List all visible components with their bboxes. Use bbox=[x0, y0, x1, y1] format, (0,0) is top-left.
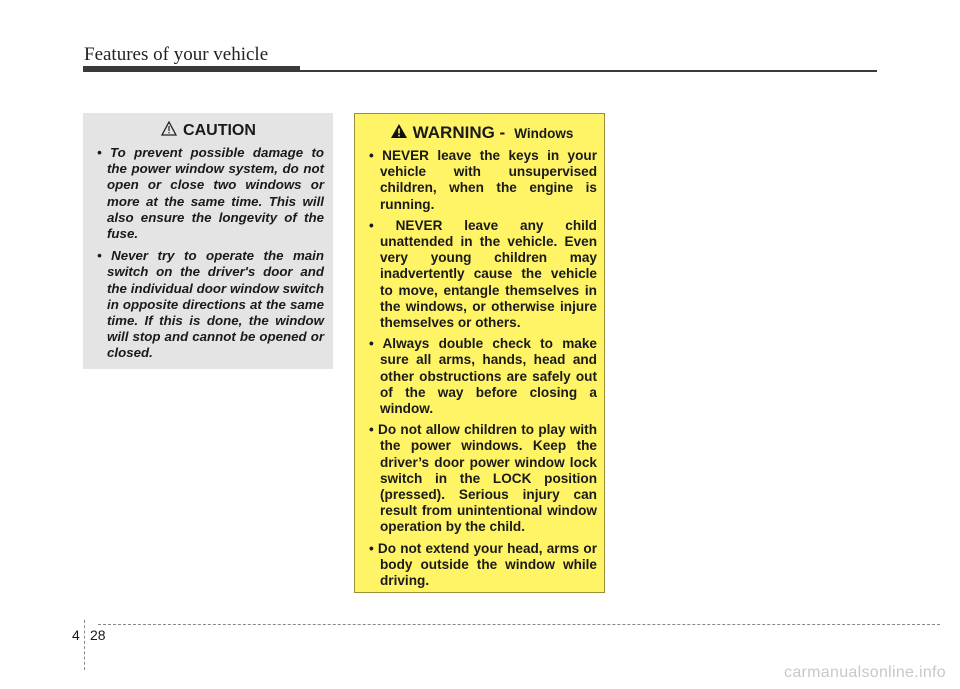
page-header-title: Features of your vehicle bbox=[84, 44, 269, 65]
warning-item: • NEVER leave any child unattended in the vehicle. Even very young children may inadvertently cause the vehicle to move, entangle themselves in the windows, or otherwise injure themselves or others. bbox=[369, 217, 597, 331]
warning-item: • Do not allow children to play with the power windows. Keep the driver’s door power window lock switch in the LOCK position (pressed). Serious injury can result from unintentional window operation by the child. bbox=[369, 422, 597, 535]
warning-item: • Do not extend your head, arms or body outside the window while driving. bbox=[369, 540, 597, 589]
warning-triangle-outline-icon bbox=[161, 121, 177, 141]
warning-subtitle: Windows bbox=[514, 125, 574, 141]
warning-item: • Always double check to make sure all arms, hands, head and other obstructions are safely out of the way before closing a window. bbox=[369, 336, 597, 417]
page-number: 28 bbox=[90, 627, 106, 643]
watermark: carmanualsonline.info bbox=[784, 664, 946, 681]
warning-triangle-filled-icon bbox=[390, 123, 408, 144]
chapter-number: 4 bbox=[72, 627, 80, 643]
caution-item: • To prevent possible damage to the power window system, do not open or close two windows or more at the same time. This will also ensure the longevity of the fuse. bbox=[97, 145, 324, 242]
caution-list bbox=[93, 145, 324, 362]
footer-divider bbox=[84, 620, 85, 670]
caution-box bbox=[83, 113, 333, 369]
caution-title: CAUTION bbox=[183, 122, 256, 139]
warning-heading bbox=[366, 122, 597, 144]
caution-heading bbox=[93, 121, 324, 141]
warning-list bbox=[366, 148, 597, 589]
warning-box bbox=[354, 113, 605, 593]
caution-item: • Never try to operate the main switch on the driver's door and the individual door window switch in opposite directions at the same time. If this is done, the window will stop and cannot be opened or closed. bbox=[97, 248, 324, 361]
header-rule-thick bbox=[83, 66, 300, 72]
header-rule-thin bbox=[300, 70, 877, 72]
warning-title: WARNING - bbox=[412, 123, 506, 142]
warning-item: • NEVER leave the keys in your vehicle with unsupervised children, when the engine is running. bbox=[369, 148, 597, 212]
footer-rule bbox=[98, 624, 940, 625]
